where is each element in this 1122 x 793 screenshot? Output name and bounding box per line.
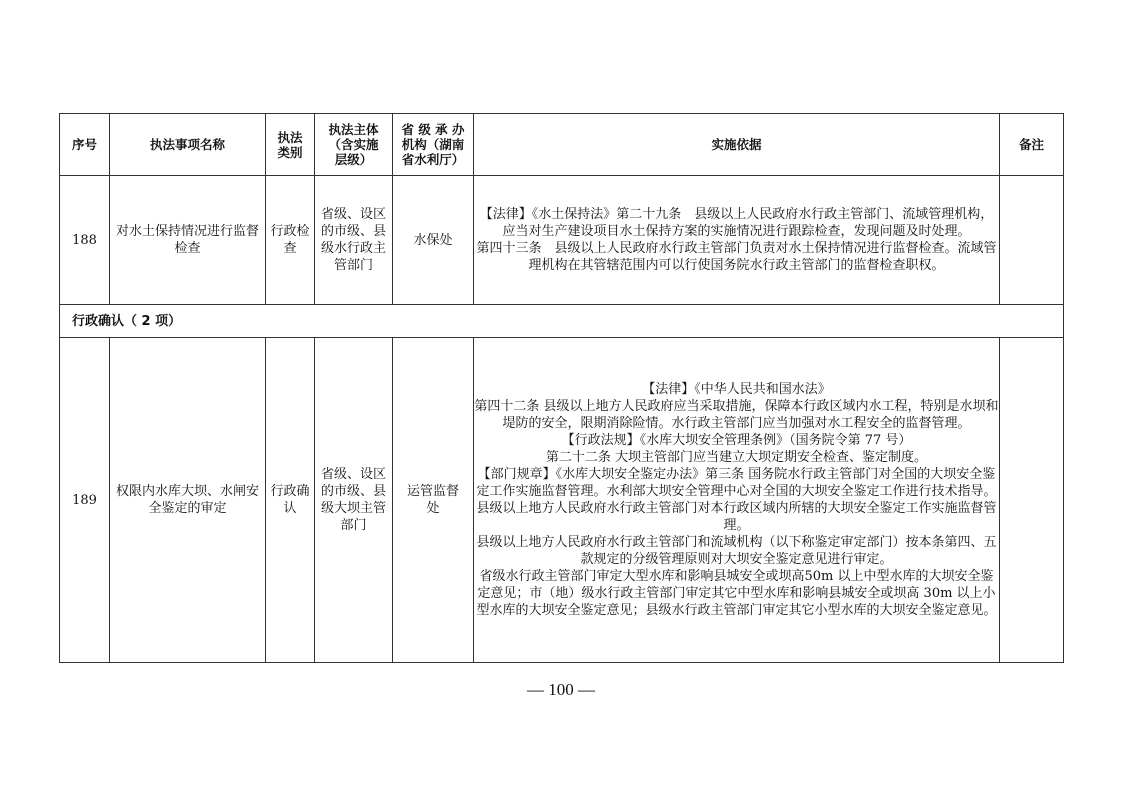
item-name: 权限内水库大坝、水闸安全鉴定的审定 bbox=[110, 338, 266, 663]
item-name: 对水土保持情况进行监督检查 bbox=[110, 176, 266, 305]
header-subject-line3: 层级） bbox=[334, 152, 373, 167]
header-office-line1: 省 级 承 办 bbox=[401, 122, 465, 137]
basis-paragraph: 省级水行政主管部门审定大型水库和影响县城安全或坝高50m 以上中型水库的大坝安全鉴定意见；市（地）级水行政主管部门审定其它中型水库和影响县城安全或坝高 30m 以上小型水库的大坝安全鉴定意见；县级水行政主管部门审定其它小型水库的大坝安全鉴定意见。 bbox=[476, 569, 997, 618]
basis-paragraph: 【法律】《中华人民共和国水法》 bbox=[642, 382, 831, 397]
item-remark bbox=[1000, 338, 1064, 663]
table-row bbox=[60, 176, 1064, 305]
basis-paragraph: 第四十三条 县级以上人民政府水行政主管部门负责对水土保持情况进行监督检查。流域管理机构在其管辖范围内可以行使国务院水行政主管部门的监督检查职权。 bbox=[476, 241, 997, 273]
header-category bbox=[266, 114, 315, 176]
basis-paragraph: 第四十二条 县级以上地方人民政府应当采取措施，保障本行政区域内水工程，特别是水坝和堤防的安全，限期消除险情。水行政主管部门应当加强对水工程安全的监督管理。 bbox=[474, 399, 999, 431]
item-category: 行政检查 bbox=[266, 176, 315, 305]
category-row bbox=[60, 305, 1064, 338]
header-subject-line1: 执法主体 bbox=[328, 122, 379, 137]
item-office: 运管监督处 bbox=[393, 338, 474, 663]
header-office-line2: 机构（湖南 bbox=[401, 137, 465, 152]
header-subject bbox=[315, 114, 393, 176]
header-remark: 备注 bbox=[1000, 114, 1064, 176]
category-heading: 行政确认（ 2 项） bbox=[60, 305, 1064, 338]
header-category-line2: 类别 bbox=[277, 144, 303, 160]
header-subject-line2: （含实施 bbox=[328, 137, 379, 152]
basis-paragraph: 县级以上地方人民政府水行政主管部门和流域机构（以下称鉴定审定部门）按本条第四、五款规定的分级管理原则对大坝安全鉴定意见进行审定。 bbox=[476, 535, 997, 567]
table-header-row bbox=[60, 114, 1064, 176]
basis-paragraph: 【法律】《水土保持法》第二十九条 县级以上人民政府水行政主管部门、流域管理机构，应当对生产建设项目水土保持方案的实施情况进行跟踪检查，发现问题及时处理。 bbox=[479, 207, 994, 239]
item-remark bbox=[1000, 176, 1064, 305]
row-number: 188 bbox=[60, 176, 110, 305]
basis-paragraph: 【部门规章】《水库大坝安全鉴定办法》第三条 国务院水行政主管部门对全国的大坝安全鉴定工作实施监督管理。水利部大坝安全管理中心对全国的大坝安全鉴定工作进行技术指导。 bbox=[476, 467, 997, 499]
header-category-line1: 执法 bbox=[277, 129, 303, 145]
page-number: — 100 — bbox=[527, 680, 595, 699]
item-category: 行政确认 bbox=[266, 338, 315, 663]
header-basis: 实施依据 bbox=[474, 114, 1000, 176]
item-subject: 省级、设区的市级、县级水行政主管部门 bbox=[315, 176, 393, 305]
table-row bbox=[60, 338, 1064, 663]
basis-paragraph: 县级以上地方人民政府水行政主管部门对本行政区域内所辖的大坝安全鉴定工作实施监督管理。 bbox=[476, 501, 997, 533]
header-office bbox=[393, 114, 474, 176]
item-office: 水保处 bbox=[393, 176, 474, 305]
row-number: 189 bbox=[60, 338, 110, 663]
basis-paragraph: 第二十二条 大坝主管部门应当建立大坝定期安全检查、鉴定制度。 bbox=[545, 450, 928, 465]
header-seq: 序号 bbox=[60, 114, 110, 176]
basis-paragraph: 【行政法规】《水库大坝安全管理条例》（国务院令第 77 号） bbox=[561, 433, 912, 448]
law-enforcement-table bbox=[59, 113, 1064, 663]
item-subject: 省级、设区的市级、县级大坝主管部门 bbox=[315, 338, 393, 663]
header-name: 执法事项名称 bbox=[110, 114, 266, 176]
header-office-line3: 省水利厅） bbox=[401, 152, 465, 167]
item-basis bbox=[474, 176, 1000, 305]
item-basis bbox=[474, 338, 1000, 663]
